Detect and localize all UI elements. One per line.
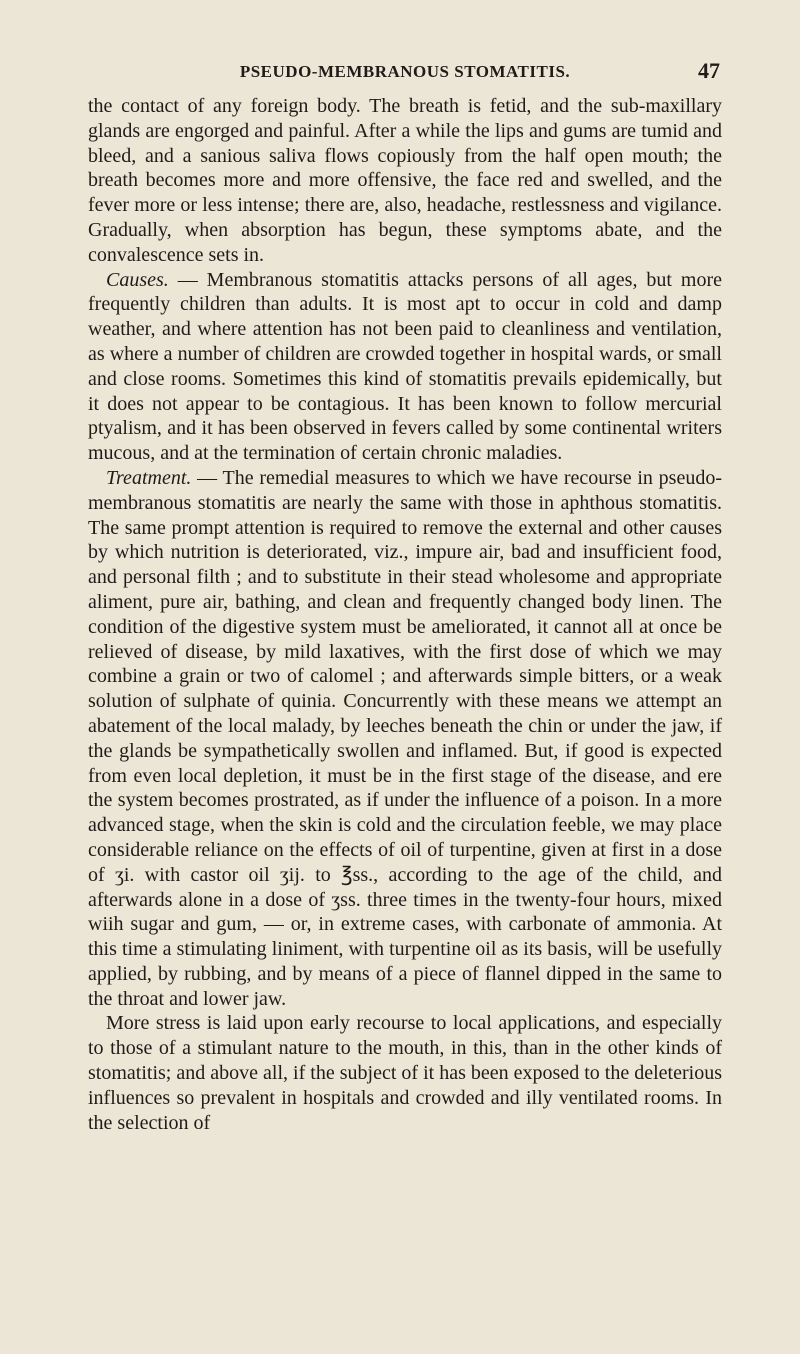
paragraph-symptoms-continued — [88, 94, 722, 268]
paragraph-causes — [88, 268, 722, 466]
paragraph-text: More stress is laid upon early recourse to local applications, and especially to those of a stimulant nature to the mouth, in this, than in the other kinds of stomatitis; and above all, if the subject of it has been exposed to the deleterious influences so prevalent in hospitals and crowded and illy ventilated rooms. In the selection of — [88, 1012, 722, 1134]
running-head — [88, 58, 722, 86]
paragraph-local-applications — [88, 1011, 722, 1135]
running-title: PSEUDO-MEMBRANOUS STOMATITIS. — [239, 62, 571, 81]
paragraph-text: the contact of any foreign body. The breath is fetid, and the sub-maxillary glands are engorged and painful. After a while the lips and gums are tumid and bleed, and a sanious saliva flows copiously from the half open mouth; the breath becomes more and more offensive, the face red and swelled, and the fever more or less intense; there are, also, headache, restlessness and vigilance. Gradually, when absorption has begun, these symptoms abate, and the convalescence sets in. — [88, 95, 722, 266]
section-heading-treatment: Treatment. — [106, 466, 192, 489]
paragraph-treatment — [88, 466, 722, 1012]
paragraph-text: — Membranous stomatitis attacks persons of all ages, but more frequently children than adults. It is most apt to occur in cold and damp weather, and where attention has not been paid to cleanliness and ventilation, as where a number of children are crowded together in hospital wards, or small and close rooms. Sometimes this kind of stomatitis prevails epidemically, but it does not appear to be contagious. It has been known to follow mercurial ptyalism, and it has been observed in fevers called by some continental writers mucous, and at the termination of certain chronic maladies. — [88, 268, 722, 465]
page-number: 47 — [698, 58, 720, 83]
section-heading-causes: Causes. — [106, 268, 169, 291]
paragraph-text: — The remedial measures to which we have recourse in pseudo-membranous stomatitis are nearly the same with those in aphthous stomatitis. The same prompt attention is required to remove the external and other causes by which nutrition is deteriorated, viz., impure air, bad and insufficient food, and personal filth ; and to substitute in their stead wholesome and appropriate aliment, pure air, bathing, and clean and frequently changed body linen. The condition of the digestive system must be ameliorated, it cannot all at once be relieved of disease, by mild laxatives, with the first dose of which we may combine a grain or two of calomel ; and afterwards simple bitters, or a weak solution of sulphate of quinia. Concurrently with these means we attempt an abatement of the local malady, by leeches beneath the chin or under the jaw, if the glands be sympathetically swollen and inflamed. But, if good is expected from even local depletion, it must be in the first stage of the disease, and ere the system becomes prostrated, as if under the influence of a poison. In a more advanced stage, when the skin is cold and the circulation feeble, we may place considerable reliance on the effects of oil of turpentine, given at first in a dose of ʒi. with castor oil ʒij. to ℥ss., according to the age of the child, and afterwards alone in a dose of ʒss. three times in the twenty-four hours, mixed wiih sugar and gum, — or, in extreme cases, with carbonate of ammonia. At this time a stimulating liniment, with turpentine oil as its basis, will be usefully applied, by rubbing, and by means of a piece of flannel dipped in the same to the throat and lower jaw. — [88, 466, 722, 1010]
body-text — [88, 94, 722, 1135]
